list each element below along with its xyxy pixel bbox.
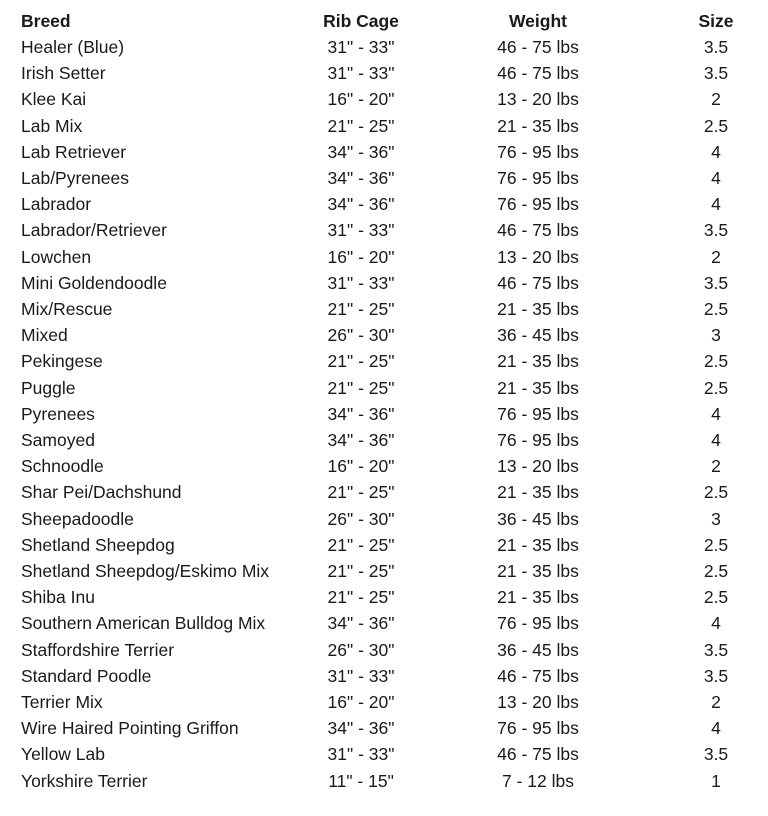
table-row — [0, 610, 768, 636]
size-cell: 2 — [711, 89, 721, 110]
rib-cage-cell: 26" - 30" — [327, 508, 395, 529]
weight-cell: 76 - 95 lbs — [497, 430, 579, 450]
weight-cell: 13 - 20 lbs — [497, 89, 579, 110]
weight-cell: 46 - 75 lbs — [497, 744, 579, 765]
size-cell: 3.5 — [703, 220, 729, 241]
size-cell: 3.5 — [703, 63, 729, 84]
rib-cage-cell: 31" - 33" — [327, 63, 395, 84]
table-row — [0, 715, 768, 741]
breed-cell: Pekingese — [21, 351, 103, 372]
size-cell: 2.5 — [703, 482, 729, 503]
table-row — [0, 244, 768, 270]
breed-cell: Samoyed — [21, 430, 95, 450]
table-row — [0, 375, 768, 401]
size-cell: 4 — [711, 141, 721, 162]
table-row — [0, 584, 768, 610]
size-cell: 2.5 — [703, 561, 729, 581]
weight-cell: 76 - 95 lbs — [497, 194, 579, 215]
table-row — [0, 453, 768, 479]
table-row — [0, 113, 768, 139]
size-cell: 2 — [711, 692, 721, 712]
table-row — [0, 663, 768, 689]
rib-cage-cell: 21" - 25" — [327, 587, 395, 608]
rib-cage-cell: 21" - 25" — [327, 299, 395, 319]
size-cell: 4 — [711, 194, 721, 215]
breed-cell: Southern American Bulldog Mix — [21, 613, 266, 634]
breed-cell: Mini Goldendoodle — [21, 272, 167, 293]
size-cell: 4 — [711, 403, 721, 424]
weight-cell: 46 - 75 lbs — [497, 37, 579, 57]
rib-cage-cell: 34" - 36" — [327, 403, 395, 424]
size-cell: 2 — [711, 456, 721, 477]
weight-cell: 46 - 75 lbs — [497, 272, 579, 293]
size-cell: 4 — [711, 718, 721, 739]
breed-cell: Shar Pei/Dachshund — [21, 482, 182, 503]
table-row — [0, 60, 768, 86]
weight-cell: 36 - 45 lbs — [497, 508, 579, 529]
table-row — [0, 86, 768, 112]
size-cell: 2.5 — [703, 534, 729, 555]
rib-cage-cell: 21" - 25" — [327, 115, 395, 136]
rib-cage-cell: 34" - 36" — [327, 194, 395, 215]
rib-cage-cell: 34" - 36" — [327, 168, 395, 188]
breed-cell: Standard Poodle — [21, 665, 152, 686]
breed-cell: Terrier Mix — [21, 692, 103, 712]
weight-cell: 21 - 35 lbs — [497, 482, 579, 503]
size-cell: 3.5 — [703, 639, 729, 660]
rib-cage-cell: 34" - 36" — [327, 141, 395, 162]
size-cell: 3 — [711, 325, 721, 346]
rib-cage-cell: 26" - 30" — [327, 639, 395, 660]
rib-cage-cell: 21" - 25" — [327, 561, 395, 581]
table-row — [0, 689, 768, 715]
weight-cell: 7 - 12 lbs — [502, 770, 574, 791]
breed-cell: Shetland Sheepdog — [21, 534, 175, 555]
breed-cell: Mix/Rescue — [21, 299, 113, 319]
size-cell: 4 — [711, 430, 721, 450]
header-breed: Breed — [21, 11, 71, 31]
breed-cell: Yellow Lab — [21, 744, 106, 765]
rib-cage-cell: 21" - 25" — [327, 534, 395, 555]
header-rib-cage: Rib Cage — [323, 11, 399, 31]
weight-cell: 46 - 75 lbs — [497, 665, 579, 686]
breed-cell: Shiba Inu — [21, 587, 95, 608]
size-cell: 2.5 — [703, 299, 729, 319]
rib-cage-cell: 16" - 20" — [327, 692, 395, 712]
table-row — [0, 270, 768, 296]
weight-cell: 21 - 35 lbs — [497, 587, 579, 608]
rib-cage-cell: 21" - 25" — [327, 482, 395, 503]
rib-cage-cell: 31" - 33" — [327, 665, 395, 686]
size-cell: 2.5 — [703, 587, 729, 608]
weight-cell: 13 - 20 lbs — [497, 246, 579, 267]
rib-cage-cell: 16" - 20" — [327, 246, 395, 267]
table-row — [0, 506, 768, 532]
weight-cell: 76 - 95 lbs — [497, 403, 579, 424]
weight-cell: 76 - 95 lbs — [497, 613, 579, 634]
rib-cage-cell: 26" - 30" — [327, 325, 395, 346]
rib-cage-cell: 31" - 33" — [327, 37, 395, 57]
table-row — [0, 637, 768, 663]
table-row — [0, 532, 768, 558]
breed-cell: Lab/Pyrenees — [21, 168, 129, 188]
weight-cell: 21 - 35 lbs — [497, 534, 579, 555]
table-row — [0, 479, 768, 505]
size-cell: 4 — [711, 168, 721, 188]
breed-cell: Pyrenees — [21, 403, 95, 424]
rib-cage-cell: 34" - 36" — [327, 718, 395, 739]
rib-cage-cell: 16" - 20" — [327, 456, 395, 477]
breed-cell: Lab Mix — [21, 115, 83, 136]
breed-cell: Wire Haired Pointing Griffon — [21, 718, 239, 739]
size-cell: 2.5 — [703, 115, 729, 136]
table-row — [0, 296, 768, 322]
breed-cell: Puggle — [21, 377, 76, 398]
table-row — [0, 34, 768, 60]
table-row — [0, 401, 768, 427]
rib-cage-cell: 11" - 15" — [328, 770, 394, 791]
breed-cell: Yorkshire Terrier — [21, 770, 148, 791]
weight-cell: 76 - 95 lbs — [497, 141, 579, 162]
size-cell: 3.5 — [703, 37, 729, 57]
weight-cell: 46 - 75 lbs — [497, 63, 579, 84]
breed-cell: Lab Retriever — [21, 141, 127, 162]
weight-cell: 13 - 20 lbs — [497, 692, 579, 712]
breed-cell: Shetland Sheepdog/Eskimo Mix — [21, 561, 270, 581]
breed-cell: Klee Kai — [21, 89, 87, 110]
table-row — [0, 348, 768, 374]
size-cell: 1 — [711, 770, 721, 791]
weight-cell: 76 - 95 lbs — [497, 718, 579, 739]
rib-cage-cell: 34" - 36" — [327, 430, 395, 450]
breed-cell: Sheepadoodle — [21, 508, 134, 529]
size-cell: 4 — [711, 613, 721, 634]
size-cell: 3 — [711, 508, 721, 529]
rib-cage-cell: 21" - 25" — [327, 377, 395, 398]
weight-cell: 21 - 35 lbs — [497, 115, 579, 136]
breed-cell: Schnoodle — [21, 456, 104, 477]
header-weight: Weight — [508, 11, 567, 31]
table-row — [0, 139, 768, 165]
table-row — [0, 217, 768, 243]
table-row — [0, 427, 768, 453]
weight-cell: 36 - 45 lbs — [497, 639, 579, 660]
rib-cage-cell: 16" - 20" — [327, 89, 395, 110]
size-cell: 2.5 — [703, 351, 729, 372]
table-row — [0, 741, 768, 767]
size-cell: 3.5 — [703, 272, 729, 293]
table-row — [0, 558, 768, 584]
rib-cage-cell: 31" - 33" — [327, 272, 395, 293]
table-row — [0, 165, 768, 191]
weight-cell: 36 - 45 lbs — [497, 325, 579, 346]
breed-cell: Labrador — [21, 194, 92, 215]
breed-cell: Mixed — [21, 325, 68, 346]
table-row — [0, 768, 768, 794]
rib-cage-cell: 34" - 36" — [327, 613, 395, 634]
breed-cell: Healer (Blue) — [21, 37, 125, 57]
table-row — [0, 191, 768, 217]
size-cell: 3.5 — [703, 744, 729, 765]
weight-cell: 21 - 35 lbs — [497, 377, 579, 398]
breed-cell: Lowchen — [21, 246, 92, 267]
rib-cage-cell: 31" - 33" — [327, 220, 395, 241]
table-row — [0, 322, 768, 348]
rib-cage-cell: 21" - 25" — [327, 351, 395, 372]
breed-cell: Staffordshire Terrier — [21, 639, 175, 660]
weight-cell: 46 - 75 lbs — [497, 220, 579, 241]
size-cell: 2 — [711, 246, 721, 267]
weight-cell: 13 - 20 lbs — [497, 456, 579, 477]
header-size: Size — [698, 11, 734, 31]
breed-cell: Labrador/Retriever — [21, 220, 167, 241]
rib-cage-cell: 31" - 33" — [327, 744, 395, 765]
weight-cell: 76 - 95 lbs — [497, 168, 579, 188]
size-cell: 2.5 — [703, 377, 729, 398]
size-cell: 3.5 — [703, 665, 729, 686]
breed-cell: Irish Setter — [21, 63, 106, 84]
table-header — [0, 8, 768, 34]
weight-cell: 21 - 35 lbs — [497, 561, 579, 581]
weight-cell: 21 - 35 lbs — [497, 351, 579, 372]
weight-cell: 21 - 35 lbs — [497, 299, 579, 319]
